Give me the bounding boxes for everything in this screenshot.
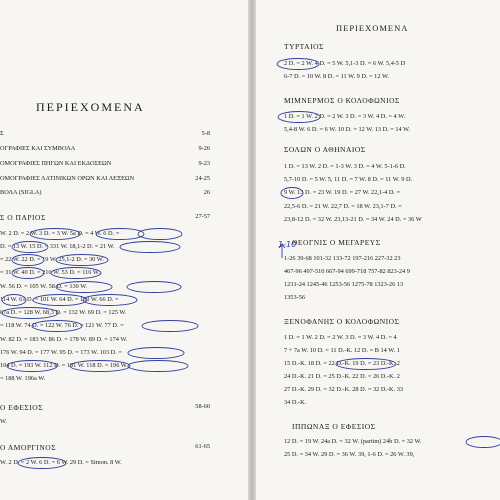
toc-entry-page: 9-26 xyxy=(198,145,210,152)
concordance-line: 22,5-6 D. = 21 W. 22,7 D. = 18 W. 23,1-7 D. = xyxy=(284,203,402,210)
concordance-line: = 31 W. 40 D. = 216 W. 53 D. = 116 W. xyxy=(0,269,100,276)
concordance-line: 467-96 497-510 667-94 699-718 757-82 823-24 9 xyxy=(284,268,410,275)
concordance-line: = 22 W. 22 D. = 19 W. 25,1-2 D. = 30 W. xyxy=(0,256,104,263)
concordance-line: 104 D. = 193 W. 112 D. = 191 W. 118 D. = 196 W. xyxy=(0,362,128,369)
concordance-line: 1-26 39-68 101-32 133-72 197-216 227-32 23 xyxy=(284,255,401,262)
section-heading: ΙΠΠΩΝΑΞ Ο ΕΦΕΣΙΟΣ xyxy=(292,422,376,431)
concordance-line: 1 D. = 1 W. 2 D. = 2 W. 3 D. = 3 W. 4 D. = 4 xyxy=(284,334,397,341)
concordance-line: 1 D. = 13 W. 2 D. = 1-3 W. 3 D. = 4 W. 5-1-6 D. xyxy=(284,163,406,170)
toc-entry-label: Σ xyxy=(0,130,4,137)
concordance-line: 6-7 D. = 10 W. 8 D. = 11 W. 9 D. = 12 W. xyxy=(284,73,389,80)
concordance-line: 25 D. = 34 W. 29 D. = 36 W. 39, 1-6 D. = 26 W. 39, xyxy=(284,451,415,458)
concordance-line: 176 W. 94 D. = 177 W. 95 D. = 173 W. 103 D. = xyxy=(0,349,122,356)
concordance-line: 12 D. = 19 W. 24a D. = 32 W. (partim) 24b D. = 32 W. xyxy=(284,438,422,445)
concordance-line: 27 D.-K. 29 D. = 32 D.-K. 28 D. = 32 D.-K. 33 xyxy=(284,386,404,393)
toc-entry-label: ΟΜΟΓΡΑΦΙΕΣ ΛΑΤΙΝΙΚΩΝ ΟΡΩΝ ΚΑΙ ΛΕΞΕΩΝ xyxy=(0,175,135,182)
section-heading: ΜΙΜΝΕΡΜΟΣ Ο ΚΟΛΟΦΩΝΙΟΣ xyxy=(284,96,400,105)
concordance-line: 5,4-8 W. 6 D. = 6 W. 10 D. = 12 W. 13 D. = 14 W. xyxy=(284,126,411,133)
concordance-line: 1 D. = 1 W. 2 D. = 2 W. 3 D. = 3 W. 4 D. = 4 W. xyxy=(284,113,406,120)
section-page-range: 58-60 xyxy=(195,403,210,410)
concordance-line: = 188 W. 196a W. xyxy=(0,375,46,382)
concordance-line: W. 82 D. = 183 W. 86 D. = 178 W. 89 D. = 174 W. xyxy=(0,336,128,343)
concordance-line: 7 + 7a W. 10 D. = 11 D.-K. 12 D. = B 14 W. 1 xyxy=(284,347,400,354)
concordance-line: 15 D.-K. 18 D. = 22 D.-K. 19 D. = 23 D.-K. 2 xyxy=(284,360,400,367)
concordance-line: 114 W. 61 D. = 101 W. 64 D. = 133 W. 66 D. = xyxy=(0,296,119,303)
section-heading: ΣΟΛΩΝ Ο ΑΘΗΝΑΙΟΣ xyxy=(284,145,366,154)
section-heading: ΘΕΟΓΝΙΣ Ο ΜΕΓΑΡΕΥΣ xyxy=(292,238,381,247)
section-heading: Ο ΕΦΕΣΙΟΣ xyxy=(0,403,44,412)
section-heading: Σ Ο ΠΑΡΙΟΣ xyxy=(0,213,46,222)
concordance-line: W. xyxy=(0,418,7,425)
left-page-title: ΠΕΡΙΕΧΟΜΕΝΑ xyxy=(36,100,145,114)
concordance-line: 1353-56 xyxy=(284,294,305,301)
concordance-line: 9 W. 13 D. = 23 W. 19 D. = 27 W. 22,1-4 D. = xyxy=(284,189,401,196)
concordance-line: 5,7-10 D. = 5 W. 5, 11 D. = 7 W. 8 D. = 11 W. 9 D. xyxy=(284,176,413,183)
concordance-line: 67a D. = 128 W. 68,3 D. = 132 W. 69 D. = 125 W. xyxy=(0,309,127,316)
concordance-line: 2 D. = 2 W. 4 D. = 5 W. 5,1-3 D. = 6 W. 5,4-5 D xyxy=(284,60,406,67)
section-heading: ΤΥΡΤΑΙΟΣ xyxy=(284,42,324,51)
concordance-line: 23,8-12 D. = 32 W. 23,13-21 D. = 34 W. 24 D. = 36 W xyxy=(284,216,422,223)
section-page-range: 61-65 xyxy=(195,443,210,450)
right-page xyxy=(256,0,500,500)
section-heading: Ο ΑΜΟΡΓΙΝΟΣ xyxy=(0,443,57,452)
margin-note: 1-10 xyxy=(278,240,297,249)
concordance-line: 1231-24 1245-46 1253-56 1275-78 1323-26 13 xyxy=(284,281,404,288)
toc-entry-page: 26 xyxy=(203,189,210,196)
toc-entry-label: ΟΓΡΑΦΙΕΣ ΚΑΙ ΣΥΜΒΟΛΑ xyxy=(0,145,76,152)
section-heading: ΞΕΝΟΦΑΝΗΣ Ο ΚΟΛΟΦΩΝΙΟΣ xyxy=(284,317,400,326)
concordance-line: W. 2 D. = 2 W. 6 D. = 6 W. 29 D. = Simon. 8 W. xyxy=(0,459,122,466)
concordance-line: = 118 W. 74 D. = 122 W. 76 D. = 121 W. 77 D. = xyxy=(0,322,124,329)
book-gutter xyxy=(248,0,256,500)
toc-entry-page: 9-23 xyxy=(198,160,210,167)
left-page xyxy=(0,0,248,500)
concordance-line: W. 2 D. = 2 W. 3 D. = 3 W. 5a D. = 4 W. 6 D. = xyxy=(0,230,120,237)
toc-entry-page: 24-25 xyxy=(195,175,210,182)
concordance-line: 34 D.-K. xyxy=(284,399,307,406)
concordance-line: D. = 13 W. 15 D. = 331 W. 18,1-2 D. = 21 W. xyxy=(0,243,115,250)
toc-entry-label: ΒΟΛΑ (SIGLA) xyxy=(0,189,42,196)
toc-entry-page: 5-8 xyxy=(201,130,210,137)
concordance-line: 24 D.-K. 21 D. = 25 D.-K. 22 D. = 26 D.-K. 2 xyxy=(284,373,400,380)
right-page-title: ΠΕΡΙΕΧΟΜΕΝΑ xyxy=(336,23,409,33)
section-page-range: 27-57 xyxy=(195,213,210,220)
toc-entry-label: ΟΜΟΓΡΑΦΙΕΣ ΠΗΓΩΝ ΚΑΙ ΕΚΔΟΣΕΩΝ xyxy=(0,160,112,167)
concordance-line: W. 56 D. = 105 W. 58 D. = 130 W. xyxy=(0,283,88,290)
